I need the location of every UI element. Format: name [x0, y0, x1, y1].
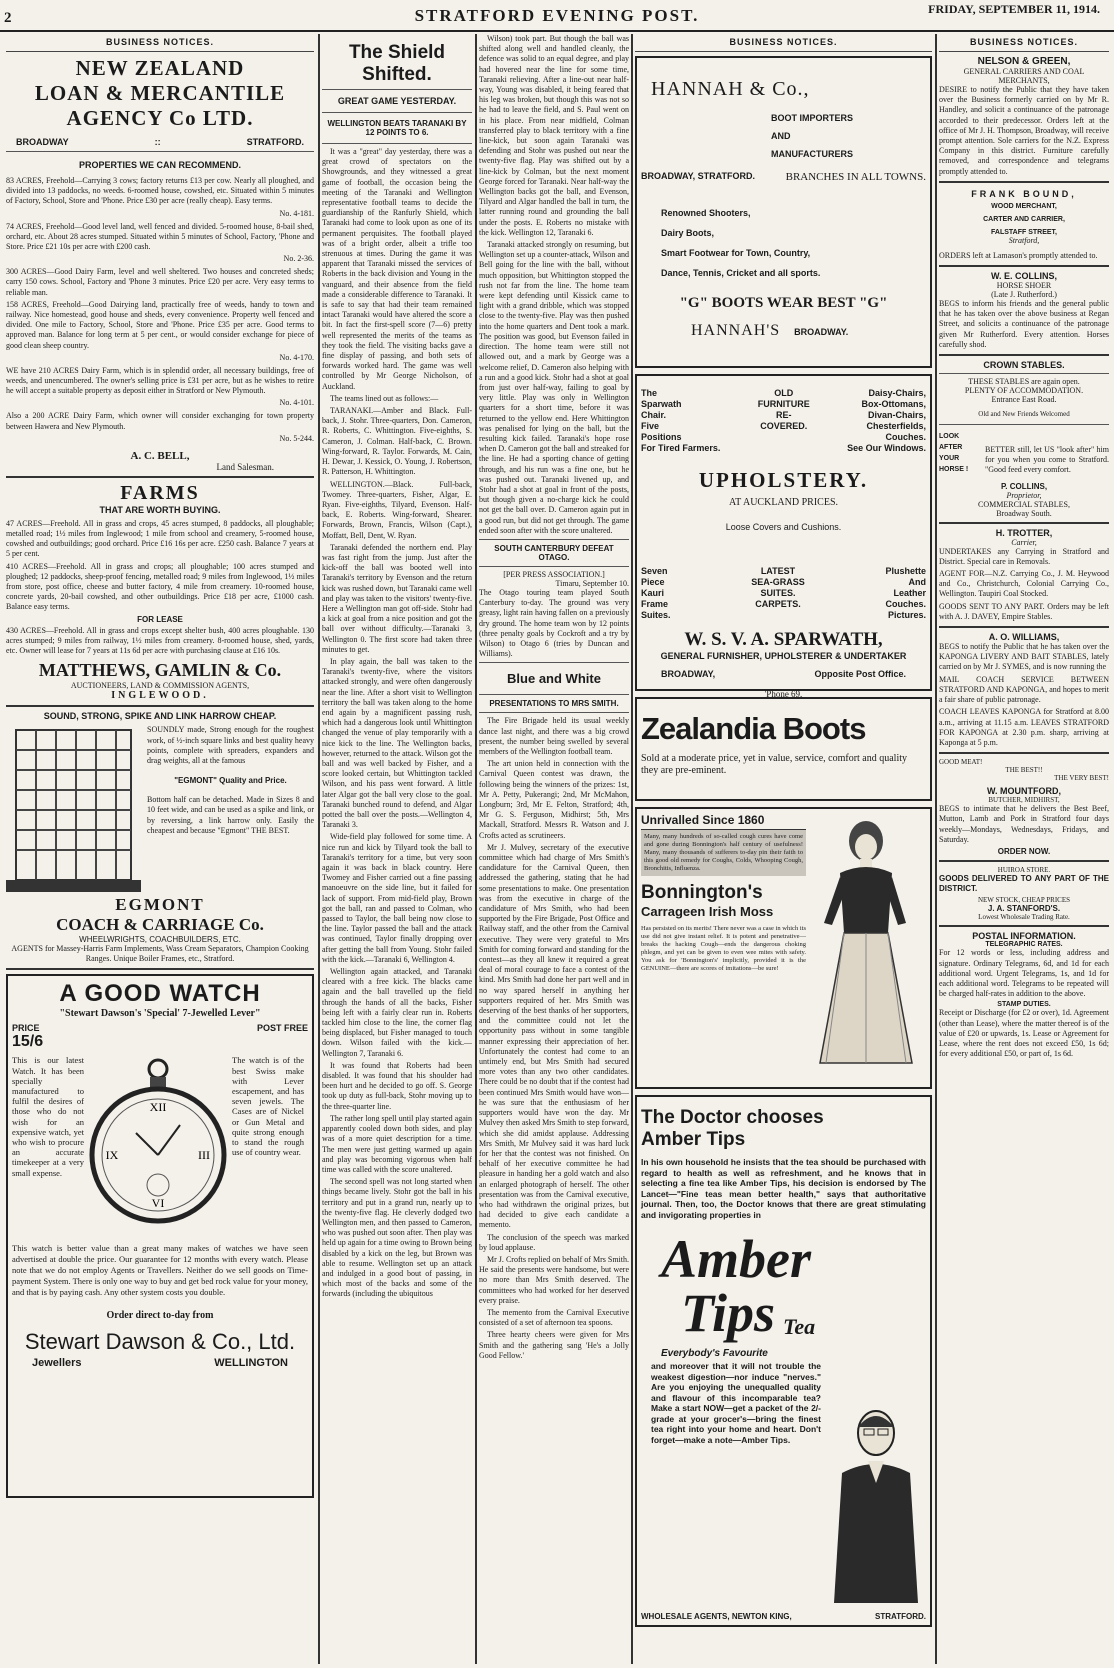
hannah-item: Dairy Boots, [661, 228, 715, 238]
amber-brand-row-2 [681, 1283, 926, 1343]
amber-title-2: Amber Tips [641, 1129, 746, 1150]
upholstery-bottom-row [641, 566, 926, 621]
hannah-footer [691, 322, 926, 340]
upholstery-top-row [641, 388, 926, 454]
watch-left-text: This is our latest Watch. It has been specially manufactured to fulfil the desires of those who do not wish for an expensive watch, yet who wish to procure an accurate timekeeper at a very small expense. [12, 1055, 84, 1178]
amber-title: The Doctor chooses [641, 1107, 824, 1128]
upholstery-line: The [641, 388, 658, 398]
amber-footer [641, 1612, 926, 1621]
zealandia-text: Sold at a moderate price, yet in value, service, comfort and quality they are pre-eminent. [641, 753, 908, 776]
hannah-foot: HANNAH'S [691, 322, 781, 339]
column-shield-story [322, 34, 472, 1664]
column-rule [935, 34, 937, 1664]
postal-text-2: Receipt or Discharge (for £2 or over), 1d. Agreement (other than Lease), where the matter thereof is of the value of £20 or upwards, 1s. Lease or Agreement for Lease, where the rent does not exceed £50, 1s 6d; for every additional £50, or part of, 1s 6d. [939, 1008, 1109, 1059]
divider [479, 539, 629, 540]
postal-text: For 12 words or less, including address and signature. Ordinary Telegrams, 6d, and 1d for each additional word. Urgent Telegrams, 1s, and 1d for each additional word. Telegrams to be repeated will be charged half-rates in addition to the above. [939, 948, 1109, 999]
frank-bound-sub-2: CARTER AND CARRIER, [983, 215, 1065, 223]
property-ref: No. 4-181. [279, 208, 314, 218]
hannah-slogan: "G" BOOTS WEAR BEST "G" [679, 295, 888, 311]
upholstery-sub-2: Loose Covers and Cushions. [725, 522, 842, 532]
story-paragraph: The art union held in connection with the Carnival Queen contest was drawn, the following being the winners of the prizes: 1st, Mr A. Petty, Pukerangi; 2nd, Mr McMahon, Longburn; 3rd, Mr E. Felton, Stratford; 4th, Mr G. S. Ferguson, Midhirst; 5th, Mrs Mackall, Stratford. Messrs R. Watson and J. Crofts acted as scrutineers. [479, 759, 629, 840]
shield-subhead: GREAT GAME YESTERDAY. [337, 96, 457, 106]
amber-text-2: and moreover that it will not trouble the weakest digestion—nor induce "nerves." Are you enjoying the unequalled quality and flavour of this incomparable tea? Make a start NOW—get a packet of the 2/- grade at your grocer's—bring the finest tea right into your home and heart. Don't forget—make a note—Amber Tips. [651, 1361, 821, 1445]
for-lease-heading: FOR LEASE [137, 614, 183, 624]
matthews-gamlin-sub: AUCTIONEERS, LAND & COMMISSION AGENTS, [70, 681, 250, 691]
story-paragraph: It was found that Roberts had been disabled. It was found that his shoulder had been hurt and he decided to go off. S. George took up duty as full-back, Stohr moving up to the three-quarter line. [322, 1060, 472, 1111]
nelson-green-sub: GENERAL CARRIERS AND COAL MERCHANTS, [963, 67, 1085, 85]
collins-name: W. E. COLLINS, [990, 271, 1057, 282]
column-football-continued [479, 34, 629, 1664]
upholstery-line: Sparwath [641, 399, 682, 409]
uph-mid [758, 388, 810, 454]
story-paragraph: The conclusion of the speech was marked by loud applause. [479, 1232, 629, 1252]
svg-text:XII: XII [149, 1100, 167, 1115]
upholstery-line: Kauri [641, 588, 665, 598]
frank-bound-town: Stratford, [1008, 235, 1040, 245]
postal-sub-2: STAMP DUTIES. [997, 1001, 1051, 1009]
issue-date: FRIDAY, SEPTEMBER 11, 1914. [928, 2, 1100, 16]
story-paragraph: The rather long spell until play started again apparently cooled down both sides, and play was of a more quiet description for a time. The men were just getting warmed up again and play was becoming vigorous when half time was called with the score unaltered. [322, 1113, 472, 1174]
crown-stables-welcome: Old and New Friends Welcomed [978, 410, 1070, 419]
upholstery-line: Box-Ottomans, [861, 399, 926, 409]
divider [939, 354, 1109, 356]
look-after-line: YOUR [939, 455, 960, 463]
property-ref: No. 2-36. [283, 254, 314, 264]
divider [939, 860, 1109, 862]
story-paragraph: In play again, the ball was taken to the Taranaki's twenty-five, where the visitors attacked strongly, and were often dangerously near the line. After a short visit to Wellington territory the ball was taken along to the home end again by a magnificent passing rush, which had a dangerous look until Whittington changed the venue of play temporarily with a nice kick to the line. The Wellington backs, however, returned to the attack. Wilson got the ball and was well backed by Fisher, and a score looked certain, but Whittington tackled Wilson, and his pass went forward. A little later Algar got the ball very close to the goal. Taranaki bunched round to defend, and Algar potted the ball over the posts.—Wellington 4, Taranaki 3. [322, 656, 472, 830]
harrow-details: Bottom half can be detached. Made in Sizes 8 and 10 feet wide, and can be used as a spike and link, or by reversing, a link harrow only. Easily the cheapest and because "Egmont" THE BEST. [147, 795, 314, 835]
watch-title: A GOOD WATCH [59, 980, 261, 1008]
watch-post-free: POST FREE [256, 1023, 308, 1034]
divider [322, 112, 472, 113]
upholstery-line: COVERED. [760, 421, 808, 431]
upholstery-line: Couches. [885, 432, 926, 442]
bonnington-text-column [641, 813, 806, 1083]
trotter-sub: Carrier, [1011, 537, 1037, 547]
divider [479, 712, 629, 713]
watch-company: Stewart Dawson & Co., Ltd. [24, 1329, 296, 1355]
zealandia-title: Zealandia Boots [641, 711, 866, 746]
upholstery-line: CARPETS. [755, 599, 801, 609]
williams-times: COACH LEAVES KAPONGA for Stratford at 8.00 a.m., arriving at 11.15 a.m. LEAVES STRATFORD FOR KAPONGA at 2.30 p.m. sharp, arriving at Kaponga at 5 p.m. [939, 707, 1109, 747]
watch-price-row [12, 1023, 308, 1051]
story-paragraph: Taranaki defended the northern end. Play was fast right from the jump. Just after the kick-off the ball was booted well into Taranaki's territory by Evenson and the return kick was rushed down, but Taranaki came well and play was taken to the visitors' twenty-five. Here a Wellington man got off-side. Stohr had a kick at goal from a nice position and got the ball over without difficulty.—Taranaki 3, Wellington 0. The first score had taken three minutes to get. [322, 542, 472, 654]
upholstery-line: Suites. [641, 610, 671, 620]
bonnington-since: Unrivalled Since 1860 [641, 813, 806, 830]
divider [939, 265, 1109, 267]
shield-headline: The Shield Shifted. [348, 42, 446, 85]
sparwath-name: W. S. V. A. SPARWATH, [684, 629, 883, 650]
divider [6, 151, 314, 152]
column-business-notices-3 [939, 34, 1109, 1664]
story-paragraph: TARANAKI.—Amber and Black. Full-back, J. Stohr. Three-quarters, Don. Cameron, R. Roberts, C. Whittington. Five-eighths, S. Cameron, J. Colman. Half-back, C. Brown. Wing-forward, R. Taylor. Forwards, M. Cain, H. Dewar, J. Kessick, O. Young, J. Robertson, R. Patterson, H. Whittington. [322, 406, 472, 477]
amber-tea: Tea [783, 1314, 816, 1339]
trotter-text: UNDERTAKES any Carrying in Stratford and District. Special care in Removals. [939, 546, 1109, 566]
hannah-line2: AND [771, 131, 791, 141]
upholstery-line: Daisy-Chairs, [868, 388, 926, 398]
nzlm-title-line1: NEW ZEALAND [75, 56, 245, 80]
huiroa-title: HUIROA STORE. [997, 865, 1051, 874]
mountford-name: W. MOUNTFORD, [987, 786, 1061, 797]
amber-brand: Amber [661, 1229, 812, 1289]
properties-heading: PROPERTIES WE CAN RECOMMEND. [78, 160, 241, 170]
pocket-watch-illustration [88, 1055, 228, 1235]
divider [939, 373, 1109, 374]
crown-stables-owner-2: Proprietor, [1006, 490, 1042, 500]
crown-stables-look-row [939, 431, 1109, 478]
amber-tips-ad [635, 1095, 932, 1627]
collins-sub: HORSE SHOER [996, 281, 1052, 291]
hannah-foot-2: BROADWAY. [794, 327, 849, 337]
divider [939, 424, 1109, 425]
agent-title: Land Salesman. [216, 461, 274, 472]
divider [6, 476, 314, 478]
page-number: 2 [4, 10, 12, 26]
sparwath-phone: 'Phone 69. [764, 689, 803, 699]
property-listing: 74 ACRES, Freehold—Good level land, well fenced and divided. 5-roomed house, 8-bail shed, orchard, etc. About 28 acres stumped. Situated within 5 minutes of School, Factory, 'Phone and Store. Price £21 10s per acre with £200 cash. [6, 221, 314, 252]
stc-headline: SOUTH CANTERBURY DEFEAT OTAGO. [494, 543, 614, 562]
watch-jewellers: Jewellers [32, 1357, 82, 1370]
egmont-title-2: COACH & CARRIAGE Co. [56, 915, 264, 935]
look-after-line: AFTER [939, 444, 963, 452]
upholstery-line: LATEST [760, 566, 796, 576]
amber-town: STRATFORD. [875, 1612, 926, 1621]
farms-subtitle: THAT ARE WORTH BUYING. [99, 504, 221, 515]
property-listing: WE have 210 ACRES Dairy Farm, which is in splendid order, all necessary buildings, free of weeds, and unencumbered. The owner's selling price is £31 per acre, but as he wishes to retire he will accept a suitable property as deposit either in Stratford or New Plymouth. [6, 365, 314, 396]
property-listing: 158 ACRES, Freehold—Good Dairying land, practically free of weeds, handy to town and railway. Nice homestead, good house and sheds, every convenience. Property well fenced and divided. One mile to Factory, School, Store and 'Phone. Price £35 per acre. Good terms to approved man. Balance for long term at 5 per cent., or would consider exchange for piece of good clean sheep country. [6, 299, 314, 350]
mountford-good-meat: GOOD MEAT! [939, 758, 983, 767]
harrow-ad [6, 725, 314, 895]
watch-price: 15/6 [12, 1033, 44, 1051]
upholstery-line: Divan-Chairs, [867, 410, 926, 420]
column-business-notices-1 [6, 34, 314, 1664]
farm-listing: 47 ACRES—Freehold. All in grass and crops, 45 acres stumped, 8 paddocks, all ploughable; metalled road; 1½ miles from Inglewood; 1 mile from school and creamery, 5-roomed house, cowshed and outbuildings; good orchard. Price £16 16s per acre. £250 cash. Balance 7 years at 5 per cent. [6, 518, 314, 559]
stc-press: [PER PRESS ASSOCIATION.] [503, 569, 605, 579]
blue-white-body [479, 716, 629, 1361]
farms-title: FARMS [120, 481, 200, 504]
watch-subtitle: "Stewart Dawson's 'Special' 7-Jewelled Lever" [59, 1008, 261, 1020]
farm-listing: 410 ACRES—Freehold. All in grass and crops; all ploughable; 100 acres stumped and ploughed; 12 paddocks, sheep-proof fencing, metalled road; 9 miles from Inglewood, 1½ miles from store, post office, cheese and butter factory, 4 mile from creamery. 10-roomed house, concrete yards, 20-bail cowshed, and other outbuildings. Price £18 per acre, £1000 cash. Balance easy terms. [6, 561, 314, 612]
postal-title: POSTAL INFORMATION. [972, 931, 1076, 942]
crown-stables-owner: P. COLLINS, [1000, 481, 1048, 491]
look-after-line: HORSE ! [939, 466, 969, 474]
bonnington-text-2: Has persisted on its merits! There never was a case in which its use did not give instant relief. It is potent and penetrative—breaks the hacking Cough—ends the dangerous choking phlegm, and yet can be given to even wee mites with safety. You ask for 'Bonnington's' implicitly, provided it is the GENUINE—there are scores of imitations—be sure! [641, 925, 806, 972]
divider [939, 522, 1109, 524]
upholstery-line: Chair. [641, 410, 667, 420]
address-separator: :: [154, 137, 161, 147]
huiroa-text-2: NEW STOCK, CHEAP PRICES [977, 896, 1071, 905]
upholstery-line: Chesterfields, [866, 421, 926, 431]
hannah-services [771, 109, 926, 163]
egmont-title: EGMONT [115, 895, 205, 915]
hannah-ad [635, 56, 932, 368]
agent-name: A. C. BELL, [130, 449, 190, 462]
upholstery-title: UPHOLSTERY. [698, 468, 869, 492]
egmont-sub: WHEELWRIGHTS, COACHBUILDERS, ETC. [79, 935, 241, 945]
hannah-items [661, 203, 926, 283]
sparwath-ad [635, 374, 932, 699]
trotter-text-2: AGENT FOR—N.Z. Carrying Co., J. M. Heywood and Co., Christchurch, Colonial Carrying Co., Wellington. Taupiri Coal Stocked. [939, 569, 1109, 599]
story-paragraph: Mr J. Mulvey, secretary of the executive committee which had charge of Mrs Smith's candidature for the Carnival Queen, then addressed the gathering, stating that he had some presentations to make. One presentation was from the executive in charge of the candidature of Mrs Smith, who had been supported by the Fire Brigade, Post Office and Railway staff, and the other from the Carnival executive. They were very grateful to Mrs Smith for coming forward and standing for the contest—as they all knew it required a great deal of moral courage to face a contest of the kind. Mrs Smith had done her part well and in no way spared herself in anything her supporters required of her. Mrs Smith was deserving of the best thanks of her supporters, and the committee could not let the opportunity pass without in some tangible manner expressing their appreciation of her. Unfortunately the contest had come to an untimely end, but Mrs Smith had secured more votes than any two other candidates. There could be no doubt that if the contest had been continued Mrs Smith would have won—he was sure that the enthusiasm of her supporters would have won the day. Mr Mulvey then asked Mrs Smith to step forward, which she did amidst applause. Addressing Mrs Smith, Mr Mulvey said it was hard luck for her that the contest was not finished. On behalf of her executive committee he had pleasure in handing her a gold watch and also an enlarged photograph of herself. The other presentation was from the Carnival executive, who had withdrawn the original prizes, but had decided to give each candidate a memento. [479, 842, 629, 1230]
matthews-gamlin-town: INGLEWOOD. [111, 690, 209, 702]
frank-bound-sub: WOOD MERCHANT, [991, 202, 1057, 210]
svg-text:IX: IX [105, 1148, 119, 1163]
uph-b-right [885, 566, 926, 621]
divider [6, 968, 314, 970]
story-paragraph: It was a "great" day yesterday, there was a great crowd of spectators on the Showgrounds, and they witnessed a great game of football, the occasion being the meeting of the Taranaki and Wellington representative football teams to decide the guardianship of the Ranfurly Shield, which Taranaki had come to look upon as one of its permanent perquisites. The football played was of a bright order, albeit a trifle too strenuous at times. During the game it was apparent that Taranaki missed the services of Roberts in the back division and Young in the vanguard, and their absence from the field made a considerable difference to Taranaki. It is safe to say that had their team remained intact Taranaki would have altered the score a bit. In fact the first-spell score (7—6) pretty well represented the merits of the teams as they took the field. The visiting backs gave a fine display of passing, and both sets of forwards worked hard. The game was well controlled by Mr George Nicholson, of Auckland. [322, 147, 472, 391]
upholstery-sub: AT AUCKLAND PRICES. [729, 497, 838, 508]
williams-coach: MAIL COACH SERVICE BETWEEN STRATFORD AND KAPONGA, and hopes to merit a fair share of public patronage. [939, 674, 1109, 705]
stc-dateline: Timaru, September 10. [555, 578, 629, 588]
divider [939, 752, 1109, 754]
watch-price-label: PRICE [12, 1023, 40, 1034]
hannah-name: HANNAH & Co., [651, 78, 810, 100]
upholstery-line: Leather [893, 588, 926, 598]
uph-right [847, 388, 926, 454]
sparwath-sub: GENERAL FURNISHER, UPHOLSTERER & UNDERTAKER [660, 651, 907, 661]
nelson-green-text: DESIRE to notify the Public that they have taken over the Business formerly carried on by Mr R. Handley, and solicit a continuance of the patronage accorded to their predecessor. Orders left at the office of Mr J. H. Thompson, Broadway, will receive prompt attention. Sole carriers for the N.Z. Express Company in this district. Furniture carefully removed, and correspondence and telegrams promptly attended to. [939, 85, 1109, 176]
newspaper-title: STRATFORD EVENING POST. [414, 6, 700, 25]
crown-stables-accommodation: PLENTY OF ACCOMMODATION. [964, 386, 1084, 396]
hannah-address-row [641, 171, 926, 183]
zealandia-boots-ad [635, 697, 932, 801]
collins-text: BEGS to inform his friends and the general public that he has taken over the above business at Regan Street, and solicits a continuance of the patronage given Mr Rutherford. Every attention. Horses carefully shod. [939, 299, 1109, 349]
mountford-the-best: THE BEST!! [1005, 766, 1043, 775]
mountford-order: ORDER NOW. [997, 846, 1051, 856]
hannah-line1: BOOT IMPORTERS [771, 113, 854, 123]
svg-text:VI: VI [151, 1196, 165, 1211]
story-paragraph: The second spell was not long started when things became lively. Stohr got the ball in his territory and put in a grand run, nearly up to the twenty-five flag. He cleverly dodged two Wellington men, and then passed to Cameron, who was pushed out soon after. Then play was held up again for a time owing to Brown being disabled by a kick on the leg, but Brown was able to resume. Wellington set up an attack and indulged in a good bout of passing, in which most of the backs and some of the forwards (including the ubiquitous [322, 1177, 472, 1299]
crown-stables-look [939, 431, 979, 478]
section-header: BUSINESS NOTICES. [635, 34, 932, 52]
watch-body-row [12, 1055, 308, 1235]
upholstery-line: Five [641, 421, 660, 431]
divider [479, 566, 629, 567]
hannah-branches: BRANCHES IN ALL TOWNS. [785, 171, 926, 183]
upholstery-line: SEA-GRASS [751, 577, 805, 587]
story-paragraph: Taranaki attacked strongly on resuming, but Wellington set up a counter-attack, Wilson and Bell going for the line with the ball, without much opposition, but Whittington stopped the rush not far from the line. The home team were kept defending until Kissick came to light with a grand dribble, which was stopped close to the twenty-five. Play was then pushed into the home quarters and Dent took a mark. The position was good, but Evenson failed in direction. The home team were still not allowed out, and a mark by George was a welcome relief, D. Cameron also helping with a run and a good kick. Stohr had a shot at goal from just over half-way, failing to goal by very little. Play was only in Wellington quarters for a short time, before it was returned to the yellow end. Here Whittington was penalised for lying on the ball, but the resulting kick failed. Taranaki's hope rose when D. Cameron got the ball and streaked for the line. He had a sporting chance of getting through, and his run was a fine one, but he was pushed out. Taranaki livened up, and Stohr had a shot at goal in front of the posts, but though given a no-charge kick he could not get the ball over. D. Cameron again put in a good run, but did not get through. The game ended soon after with the score unaltered. [479, 240, 629, 535]
nzlm-title-line2: LOAN & MERCANTILE [34, 81, 286, 105]
address-street: BROADWAY [16, 137, 69, 147]
column-business-notices-2 [635, 34, 932, 1664]
sparwath-address: BROADWAY, [661, 669, 716, 679]
sparwath-opposite: Opposite Post Office. [814, 669, 906, 679]
properties-list [6, 176, 314, 444]
upholstery-line: And [908, 577, 926, 587]
upholstery-line: Positions [641, 432, 682, 442]
uph-b-mid [751, 566, 805, 621]
amber-favourite: Everybody's Favourite [661, 1348, 768, 1359]
mountford-very-best: THE VERY BEST! [1054, 774, 1109, 783]
crown-stables-entrance: Entrance East Road. [991, 395, 1057, 405]
matthews-gamlin-name: MATTHEWS, GAMLIN & Co. [38, 660, 282, 681]
hannah-item: Smart Footwear for Town, Country, [661, 248, 811, 258]
property-ref: No. 4-170. [279, 352, 314, 362]
divider [322, 143, 472, 144]
crown-stables-open: THESE STABLES are again open. [968, 377, 1080, 387]
divider [322, 89, 472, 90]
collins-sub-2: (Late J. Rutherford.) [991, 290, 1057, 300]
property-ref: No. 4-101. [279, 398, 314, 408]
property-listing: 300 ACRES—Good Dairy Farm, level and well sheltered. Two houses and concreted sheds; carry 150 cows. School, Factory and 'Phone 3 minutes. Price £20 per acre. Very easy terms to reliable man. [6, 267, 314, 297]
shield-story-continued [479, 34, 629, 536]
shield-subhead-2: WELLINGTON BEATS TARANAKI BY 12 POINTS TO 6. [327, 119, 467, 137]
column-rule [475, 34, 477, 1664]
address-town: STRATFORD. [246, 137, 304, 147]
upholstery-line: RE- [775, 410, 792, 420]
lease-listing: 430 ACRES—Freehold. All in grass and crops except shelter bush, 400 acres ploughable. 130 acres stumped; 9 miles from railway, 1½ miles from creamery. 8-roomed house, shed, yards, etc. Owner will lease for 7 years at 11s 6d per acre with purchasing clause at £16 10s. [6, 625, 314, 656]
story-paragraph: The Fire Brigade held its usual weekly dance last night, and there was a big crowd present, the number being swelled by several members of the Wellington football team. [479, 716, 629, 756]
huiroa-text-3: Lowest Wholesale Trading Rate. [978, 913, 1070, 922]
shield-story-body [322, 147, 472, 1300]
svg-text:III: III [198, 1148, 210, 1163]
stc-body: The Otago touring team played South Canterbury to-day. The ground was very greasy, light rain having fallen on a previously dry ground. The home team won by 12 points (three penalty goals by Cockroft and a try by Wilson) to Otago 6 (tries by Duncan and Williams). [479, 587, 629, 659]
section-header: BUSINESS NOTICES. [939, 34, 1109, 52]
watch-price-box [12, 1023, 72, 1051]
nzlm-address [16, 137, 304, 147]
story-paragraph: The memento from the Carnival Executive consisted of a set of afternoon tea spoons. [479, 1307, 629, 1328]
upholstery-line: Piece [641, 577, 665, 587]
divider [939, 626, 1109, 628]
huiroa-name: J. A. STANFORD'S. [987, 904, 1061, 914]
property-listing: 83 ACRES, Freehold—Carrying 3 cows; factory returns £13 per cow. Nearly all ploughed, and divided into 13 paddocks, no weeds. 6-roomed house, cowshed, etc. Situated within 5 minutes of Factory, School, Store and 'Phone. Price £30 per acre (really cheap). Easy terms. [6, 176, 314, 206]
watch-body-text: This watch is better value than a great many makes of watches we have seen advertised at double the price. Our guarantee for 12 months with every watch. Please note that we do not employ Agents or Travellers. Neither do we sell goods on Time-payment System. There is only one way to buy and get bed rock value for your money, and that is by paying cash. Any other system costs you double. [12, 1243, 308, 1298]
upholstery-line: See Our Windows. [847, 443, 926, 453]
amber-brand-row [661, 1229, 926, 1289]
story-paragraph: The teams lined out as follows:— [330, 393, 439, 403]
watch-right-text: The watch is of the best Swiss make with Lever escapement, and has seven jewels. The Cases are of Nickel or Gun Metal and quite strong enough to stand the rough use of country wear. [232, 1055, 304, 1158]
bonnington-ad [635, 807, 932, 1089]
watch-order-line: Order direct to-day from [106, 1310, 214, 1322]
stewart-dawson-watch-ad [6, 974, 314, 1498]
frank-bound-name: FRANK BOUND, [971, 188, 1077, 199]
amber-agents: WHOLESALE AGENTS, NEWTON KING, [641, 1612, 792, 1621]
section-header: BUSINESS NOTICES. [6, 34, 314, 52]
williams-name: A. O. WILLIAMS, [988, 632, 1060, 643]
sparwath-address-row [661, 669, 906, 679]
divider [479, 694, 629, 695]
mountford-sub: BUTCHER, MIDHIRST, [988, 796, 1060, 805]
woman-illustration [810, 813, 922, 1073]
upholstery-line: Pictures. [887, 610, 926, 620]
upholstery-line: OLD [774, 388, 794, 398]
story-paragraph: Wellington again attacked, and Taranaki cleared with a free kick. The blacks came again and the ball travelled up the field through the hands of all the backs, Fisher being left with a fairly clear run in. Roberts tackled him close to the line, the corner flag being displaced, but Fisher managed to touch down. Wilson failed with the kick.—Wellington 7, Taranaki 6. [322, 967, 472, 1058]
watch-footer [32, 1357, 288, 1369]
frank-bound-text: ORDERS left at Lamason's promptly attended to. [939, 250, 1098, 260]
postal-sub: TELEGRAPHIC RATES. [985, 941, 1063, 949]
column-rule [318, 34, 320, 1664]
property-ref: No. 5-244. [279, 433, 314, 443]
upholstery-line: FURNITURE [757, 399, 810, 409]
crown-stables-owner-3: COMMERCIAL STABLES, [978, 499, 1070, 509]
upholstery-line: For Tired Farmers. [641, 443, 721, 453]
crown-stables-look-text: BETTER still, let US "look after" him for you when you come to Stratford. "Good feed every comfort. [985, 445, 1109, 475]
story-paragraph: WELLINGTON.—Black. Full-back, Twomey. Three-quarters, Fisher, Algar, E. Ryan. Five-eighths, Tilyard, Evenson. Half-back, E. Roberts. Wing-forward, Shearer. Forwards, Brown, Francis, Wilson (Capt.), Moffatt, Bell, Dent, W. Ryan. [322, 479, 472, 540]
bonnington-name: Bonnington's [641, 882, 763, 903]
hannah-item: Dance, Tennis, Cricket and all sports. [661, 268, 821, 278]
upholstery-line: SUITES. [760, 588, 796, 598]
hannah-item: Renowned Shooters, [661, 208, 751, 218]
upholstery-line: Plushette [885, 566, 926, 576]
column-rule [631, 34, 633, 1664]
egmont-agents: AGENTS for Massey-Harris Farm Implements, Wass Cream Separators, Champion Cooking Ranges. Unique Boiler Frames, etc., Stratford. [11, 944, 309, 964]
blue-white-headline: Blue and White [507, 671, 601, 687]
frank-bound-address: FALSTAFF STREET, [991, 228, 1057, 236]
nelson-green-name: NELSON & GREEN, [977, 56, 1071, 67]
story-paragraph: Wide-field play followed for some time. A nice run and kick by Tilyard took the ball to Taranaki's territory for a time, but very soon again it was back in black country. Here Twomey and Fisher carried out a fine passing manoeuvre on the side line, but it failed for lack of support. From mid-field play, Brown got the ball, ran and passed to Colman, who passed to Taylor, the ball being now close to the line. Taylor passed the ball and the attack was continued, Taylor finally dropping over after getting the ball from Young. Stohr failed with the kick.—Taranaki 6, Wellington 4. [322, 832, 472, 964]
story-paragraph: Mr J. Crofts replied on behalf of Mrs Smith. He said the presents were handsome, but were no more than Mrs Smith deserved. The committees who had worked for her deserved every praise. [479, 1254, 629, 1305]
crown-stables-owner-4: Broadway South. [996, 508, 1052, 518]
bonnington-text: Many, many hundreds of so-called cough cures have come and gone during Bonnington's half century of usefulness! Many, many thousands of sufferers to-day pin their faith to this good old remedy for Coughs, Colds, Whooping Cough, Bronchitis, Influenza. [641, 830, 806, 876]
watch-city: WELLINGTON [214, 1357, 288, 1370]
bonnington-name-2: Carrageen Irish Moss [641, 904, 774, 919]
hannah-address: BROADWAY, STRATFORD. [641, 171, 756, 181]
divider [6, 705, 314, 707]
upholstery-line: Frame [641, 599, 669, 609]
mountford-text: BEGS to intimate that he delivers the Best Beef, Mutton, Lamb and Pork in Stratford four days weekly—Mondays, Wednesdays, Fridays, and Saturday. [939, 804, 1109, 844]
uph-b-left [641, 566, 671, 621]
upholstery-line: Couches. [885, 599, 926, 609]
amber-text: In his own household he insists that the tea should be purchased with regard to health as well as refreshment, and he knows that in selecting a fine tea like Amber Tips, his decision is endorsed by The Lancet—"Fine teas mean better health," says that authoritative journal. Then, too, the Doctor knows that there are great stimulating and invigorating properties in [641, 1157, 926, 1220]
doctor-illustration [826, 1403, 926, 1603]
upholstery-line: Seven [641, 566, 668, 576]
harrow-quality: "EGMONT" Quality and Price. [174, 776, 287, 786]
blue-white-subhead: PRESENTATIONS TO MRS SMITH. [489, 699, 619, 709]
amber-brand-2: Tips [681, 1283, 775, 1343]
uph-left [641, 388, 720, 454]
hannah-line3: MANUFACTURERS [771, 149, 853, 159]
harrow-illustration [6, 725, 141, 895]
crown-stables-title: CROWN STABLES. [983, 360, 1065, 371]
williams-text: BEGS to notify the Public that he has taken over the KAPONGA LIVERY AND BAIT STABLES, lately carried on by Mr J. SYMES, and is now running the [939, 642, 1109, 672]
divider [939, 925, 1109, 927]
trotter-text-3: GOODS SENT TO ANY PART. Orders may be left with A. J. DAVEY, Empire Stables. [939, 601, 1109, 621]
divider [479, 662, 629, 663]
trotter-name: H. TROTTER, [995, 527, 1053, 538]
look-after-line: LOOK [939, 433, 960, 441]
huiroa-text: GOODS DELIVERED TO ANY PART OF THE DISTRICT. [939, 873, 1109, 894]
harrow-description: SOUNDLY made, Strong enough for the roughest work, of ½-inch square links and best quality heavy points, complete with spreaders, expanders and drag weights, all at the famous [147, 725, 314, 765]
nzlm-title-line3: AGENCY Co LTD. [66, 106, 254, 130]
property-listing: Also a 200 ACRE Dairy Farm, which owner will consider exchanging for town property between Hawera and New Plymouth. [6, 411, 314, 431]
divider [939, 181, 1109, 183]
farms-list [6, 519, 314, 613]
story-paragraph: Three hearty cheers were given for Mrs Smith and the gathering sang 'He's a Jolly Good Fellow.' [479, 1330, 629, 1360]
harrow-heading: SOUND, STRONG, SPIKE AND LINK HARROW CHEAP. [43, 711, 277, 722]
story-paragraph: Wilson) took part. But though the ball was shifted along well and handled cleanly, the defence was solid to an equal degree, and play had hovered near the line for some time, Taranaki relieving. After a line-out near half-way, Young was disabled, it being feared that his leg was broken, but though this was not so he had to leave the field, and S. Paul went on in his place. From near midfield, Colman transferred play to black territory with a fine line-kick, but soon again Taranaki was defending and Stohr was pushed out near the twenty-five flag. Play was shifted out by a line-kick by Colman, but the next moment George forced for Taranaki. Near half-way the Wellington backs got the ball, and Evenson, Tilyard and Algar handled the ball in turn, the latter running round and grounding the ball under the posts. E. Roberts no mistake with the kick. Wellington 12, Taranaki 6. [479, 34, 629, 237]
